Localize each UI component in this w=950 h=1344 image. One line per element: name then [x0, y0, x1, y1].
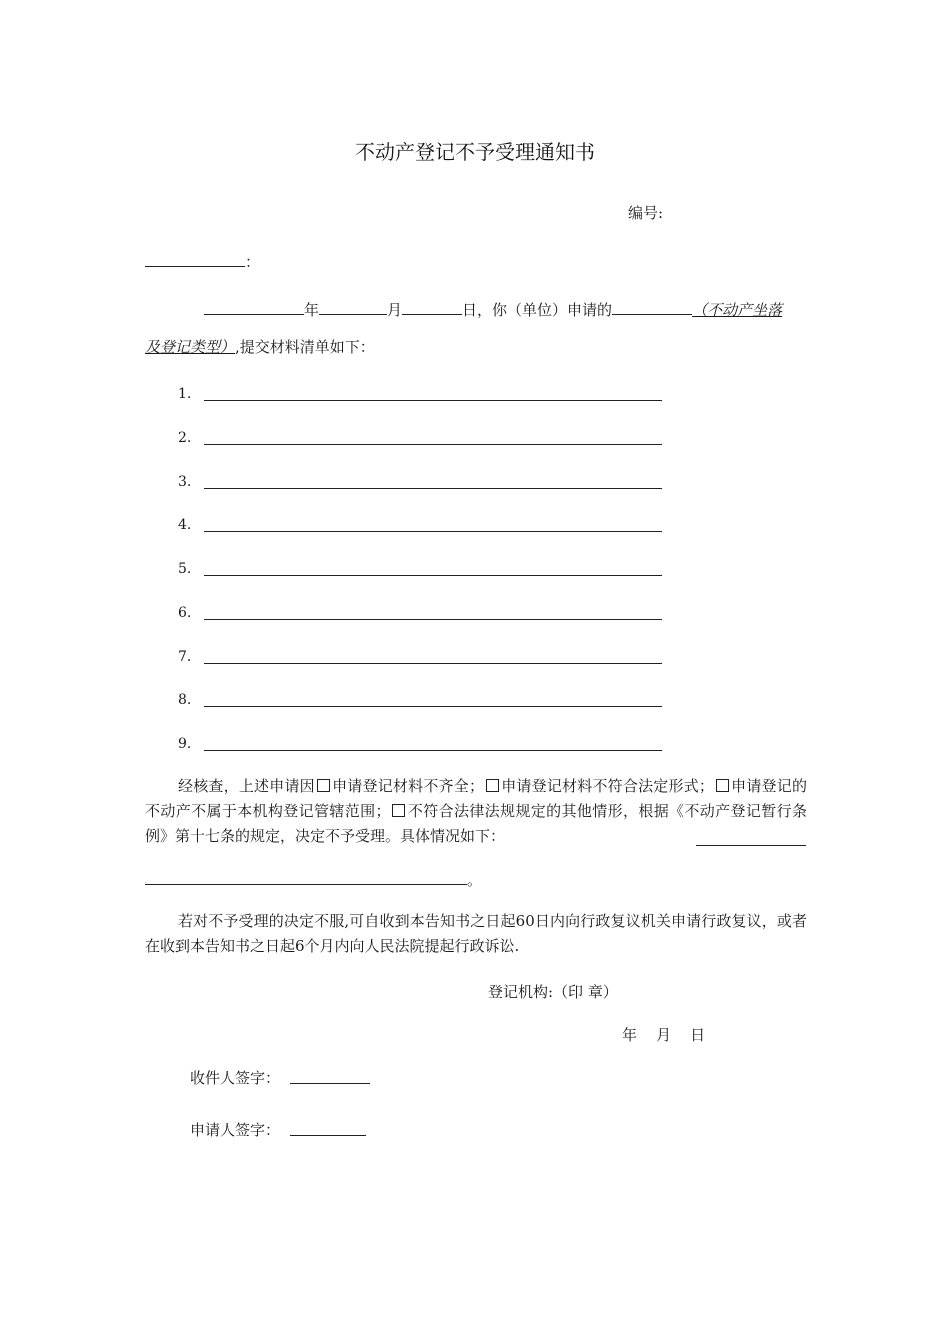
applicant-signature-label: 申请人签字： [190, 1121, 281, 1139]
document-title: 不动产登记不予受理通知书 [355, 140, 595, 164]
property-hint-part1: （不动产坐落 [692, 301, 783, 319]
material-line-1[interactable] [204, 400, 662, 401]
material-number: 7. [178, 649, 192, 665]
receiver-signature-blank[interactable] [290, 1083, 370, 1084]
property-hint-part2: 及登记类型） [145, 338, 236, 356]
property-blank[interactable] [612, 299, 692, 315]
checkbox-incomplete[interactable] [317, 779, 330, 792]
recipient-colon: ： [245, 253, 261, 271]
checkbox-jurisdiction[interactable] [716, 779, 729, 792]
submitted-text: ,提交材料清单如下： [235, 338, 375, 356]
material-number: 6. [178, 605, 192, 621]
details-end-period: 。 [467, 871, 483, 889]
month-blank[interactable] [319, 299, 387, 315]
material-line-4[interactable] [204, 531, 662, 532]
serial-number-label: 编号: [628, 204, 664, 222]
material-number: 1. [178, 386, 192, 402]
day-blank[interactable] [402, 299, 462, 315]
material-number: 3. [178, 474, 192, 490]
details-blank-line[interactable] [145, 884, 467, 885]
intro-line-1 [204, 299, 782, 320]
material-number: 5. [178, 561, 192, 577]
month-label: 月 [387, 301, 403, 319]
material-number: 4. [178, 517, 192, 533]
material-line-7[interactable] [204, 663, 662, 664]
material-line-9[interactable] [204, 750, 662, 751]
receiver-signature-label: 收件人签字： [190, 1069, 281, 1087]
appeal-paragraph: 若对不予受理的决定不服,可自收到本告知书之日起60日内向行政复议机关申请行政复议，或者在收到本告知书之日起6个月内向人民法院提起行政诉讼. [145, 912, 807, 955]
applicant-signature-blank[interactable] [290, 1135, 366, 1136]
review-prefix: 经核查，上述申请因 [178, 777, 315, 795]
option-invalid-form: 申请登记材料不符合法定形式； [500, 777, 714, 795]
option-jurisdiction: 申请登记的不动产不属于本机构登记管辖范围； [145, 777, 807, 820]
checkbox-other[interactable] [392, 804, 405, 817]
material-number: 8. [178, 692, 192, 708]
day-label: 日 [462, 301, 478, 319]
authority-seal-label: 登记机构:（印 章） [488, 983, 618, 1001]
material-number: 2. [178, 430, 192, 446]
material-number: 9. [178, 736, 192, 752]
intro-line-2 [145, 337, 375, 357]
material-line-5[interactable] [204, 575, 662, 576]
material-line-6[interactable] [204, 619, 662, 620]
date-line: 年 月 日 [622, 1026, 706, 1044]
option-incomplete: 申请登记材料不齐全； [331, 777, 484, 795]
material-line-3[interactable] [204, 488, 662, 489]
recipient-blank[interactable] [145, 266, 245, 267]
year-blank[interactable] [204, 299, 304, 315]
checkbox-invalid-form[interactable] [486, 779, 499, 792]
year-label: 年 [304, 301, 320, 319]
option-other: 不符合法律法规规定的其他情形，根据《不动产登记暂行条例》第十七条的规定，决定不予受理。具体情况如下： [145, 802, 807, 845]
material-line-8[interactable] [204, 706, 662, 707]
material-line-2[interactable] [204, 444, 662, 445]
applied-text: ，你（单位）申请的 [477, 301, 613, 319]
review-paragraph [145, 774, 807, 849]
details-blank-end[interactable] [696, 845, 806, 846]
